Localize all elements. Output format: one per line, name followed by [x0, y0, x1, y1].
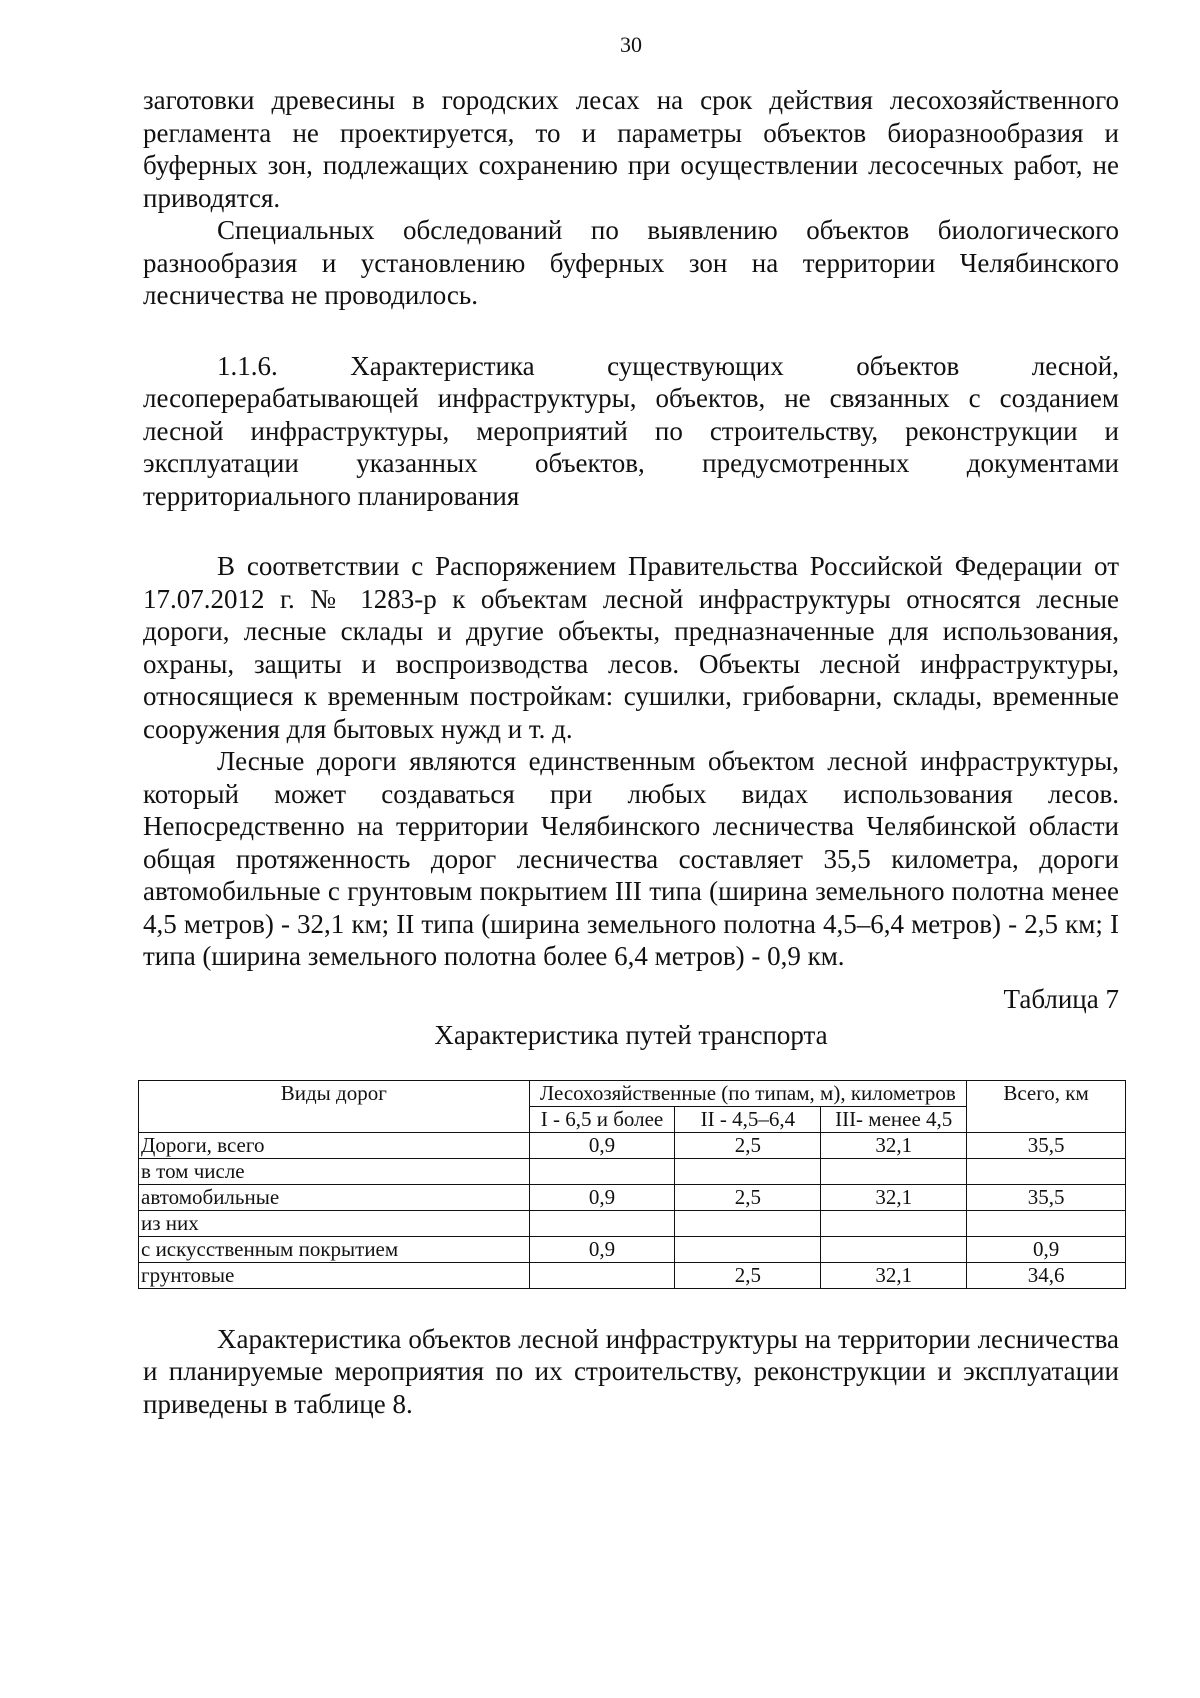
table-cell [821, 1210, 967, 1236]
table-cell: 0,9 [529, 1184, 675, 1210]
table-cell: 35,5 [967, 1132, 1126, 1158]
table-cell [529, 1158, 675, 1184]
table-cell: 32,1 [821, 1132, 967, 1158]
section-heading: 1.1.6. Характеристика существующих объектов лесной, лесоперерабатывающей инфраструктуры, объектов, не связанных с созданием лесной инфраструктуры, мероприятий по строительству, реконструкции и эксплуатации указанных объектов, предусмотренных документами территориального планирования [143, 350, 1119, 511]
table-cell: 35,5 [967, 1184, 1126, 1210]
table-header-row [139, 1080, 1126, 1106]
table-cell [967, 1158, 1126, 1184]
header-cell: Всего, км [967, 1080, 1126, 1132]
table-cell: 0,9 [529, 1236, 675, 1262]
table-cell [821, 1236, 967, 1262]
paragraph: Лесные дороги являются единственным объектом лесной инфраструктуры, который может создаваться при любых видах использования лесов. Непосредственно на территории Челябинского лесничества Челябинской области общая протяженность дорог лесничества составляет 35,5 километра, дороги автомобильные с грунтовым покрытием III типа (ширина земельного полотна менее 4,5 метров) - 32,1 км; II типа (ширина земельного полотна 4,5–6,4 метров) - 2,5 км; I типа (ширина земельного полотна более 6,4 метров) - 0,9 км. [143, 746, 1119, 971]
transport-table [138, 1080, 1126, 1289]
header-cell: Виды дорог [139, 1080, 530, 1132]
table-title: Характеристика путей транспорта [434, 1020, 828, 1050]
header-cell: III- менее 4,5 [821, 1106, 967, 1132]
paragraph: заготовки древесины в городских лесах на срок действия лесохозяйственного регламента не проектируется, то и параметры объектов биоразнообразия и буферных зон, подлежащих сохранению при осуществлении лесосечных работ, не приводятся. [143, 85, 1119, 213]
table-cell: в том числе [139, 1158, 530, 1184]
table-row [139, 1210, 1126, 1236]
header-cell: Лесохозяйственные (по типам, м), километров [529, 1080, 967, 1106]
table-cell: из них [139, 1210, 530, 1236]
table-cell: 0,9 [529, 1132, 675, 1158]
table-cell: 32,1 [821, 1262, 967, 1288]
table-cell: 2,5 [675, 1262, 821, 1288]
table-cell [675, 1210, 821, 1236]
table-cell [675, 1236, 821, 1262]
table-cell: 32,1 [821, 1184, 967, 1210]
table-cell: грунтовые [139, 1262, 530, 1288]
table-row [139, 1262, 1126, 1288]
table-cell [821, 1158, 967, 1184]
table-cell: 2,5 [675, 1132, 821, 1158]
table-cell [675, 1158, 821, 1184]
table-cell: 34,6 [967, 1262, 1126, 1288]
document-body [143, 84, 1119, 1420]
table-row [139, 1184, 1126, 1210]
page-number: 30 [620, 32, 642, 57]
header-cell: I - 6,5 и более [529, 1106, 675, 1132]
table-cell [967, 1210, 1126, 1236]
table-cell: Дороги, всего [139, 1132, 530, 1158]
table-row [139, 1158, 1126, 1184]
table-cell: 2,5 [675, 1184, 821, 1210]
table-cell [529, 1210, 675, 1236]
table-cell [529, 1262, 675, 1288]
table-number: Таблица 7 [1003, 983, 1119, 1014]
paragraph: Специальных обследований по выявлению объектов биологического разнообразия и установлению буферных зон на территории Челябинского лесничества не проводилось. [143, 215, 1119, 310]
table-cell: автомобильные [139, 1184, 530, 1210]
table-cell: с искусственным покрытием [139, 1236, 530, 1262]
header-cell: II - 4,5–6,4 [675, 1106, 821, 1132]
paragraph: В соответствии с Распоряжением Правительства Российской Федерации от 17.07.2012 г. № 1283-р к объектам лесной инфраструктуры относятся лесные дороги, лесные склады и другие объекты, предназначенные для использования, охраны, защиты и воспроизводства лесов. Объекты лесной инфраструктуры, относящиеся к временным постройкам: сушилки, грибоварни, склады, временные сооружения для бытовых нужд и т. д. [143, 551, 1119, 744]
paragraph: Характеристика объектов лесной инфраструктуры на территории лесничества и планируемые мероприятия по их строительству, реконструкции и эксплуатации приведены в таблице 8. [143, 1323, 1119, 1419]
table-row [139, 1132, 1126, 1158]
table-cell: 0,9 [967, 1236, 1126, 1262]
table-row [139, 1236, 1126, 1262]
